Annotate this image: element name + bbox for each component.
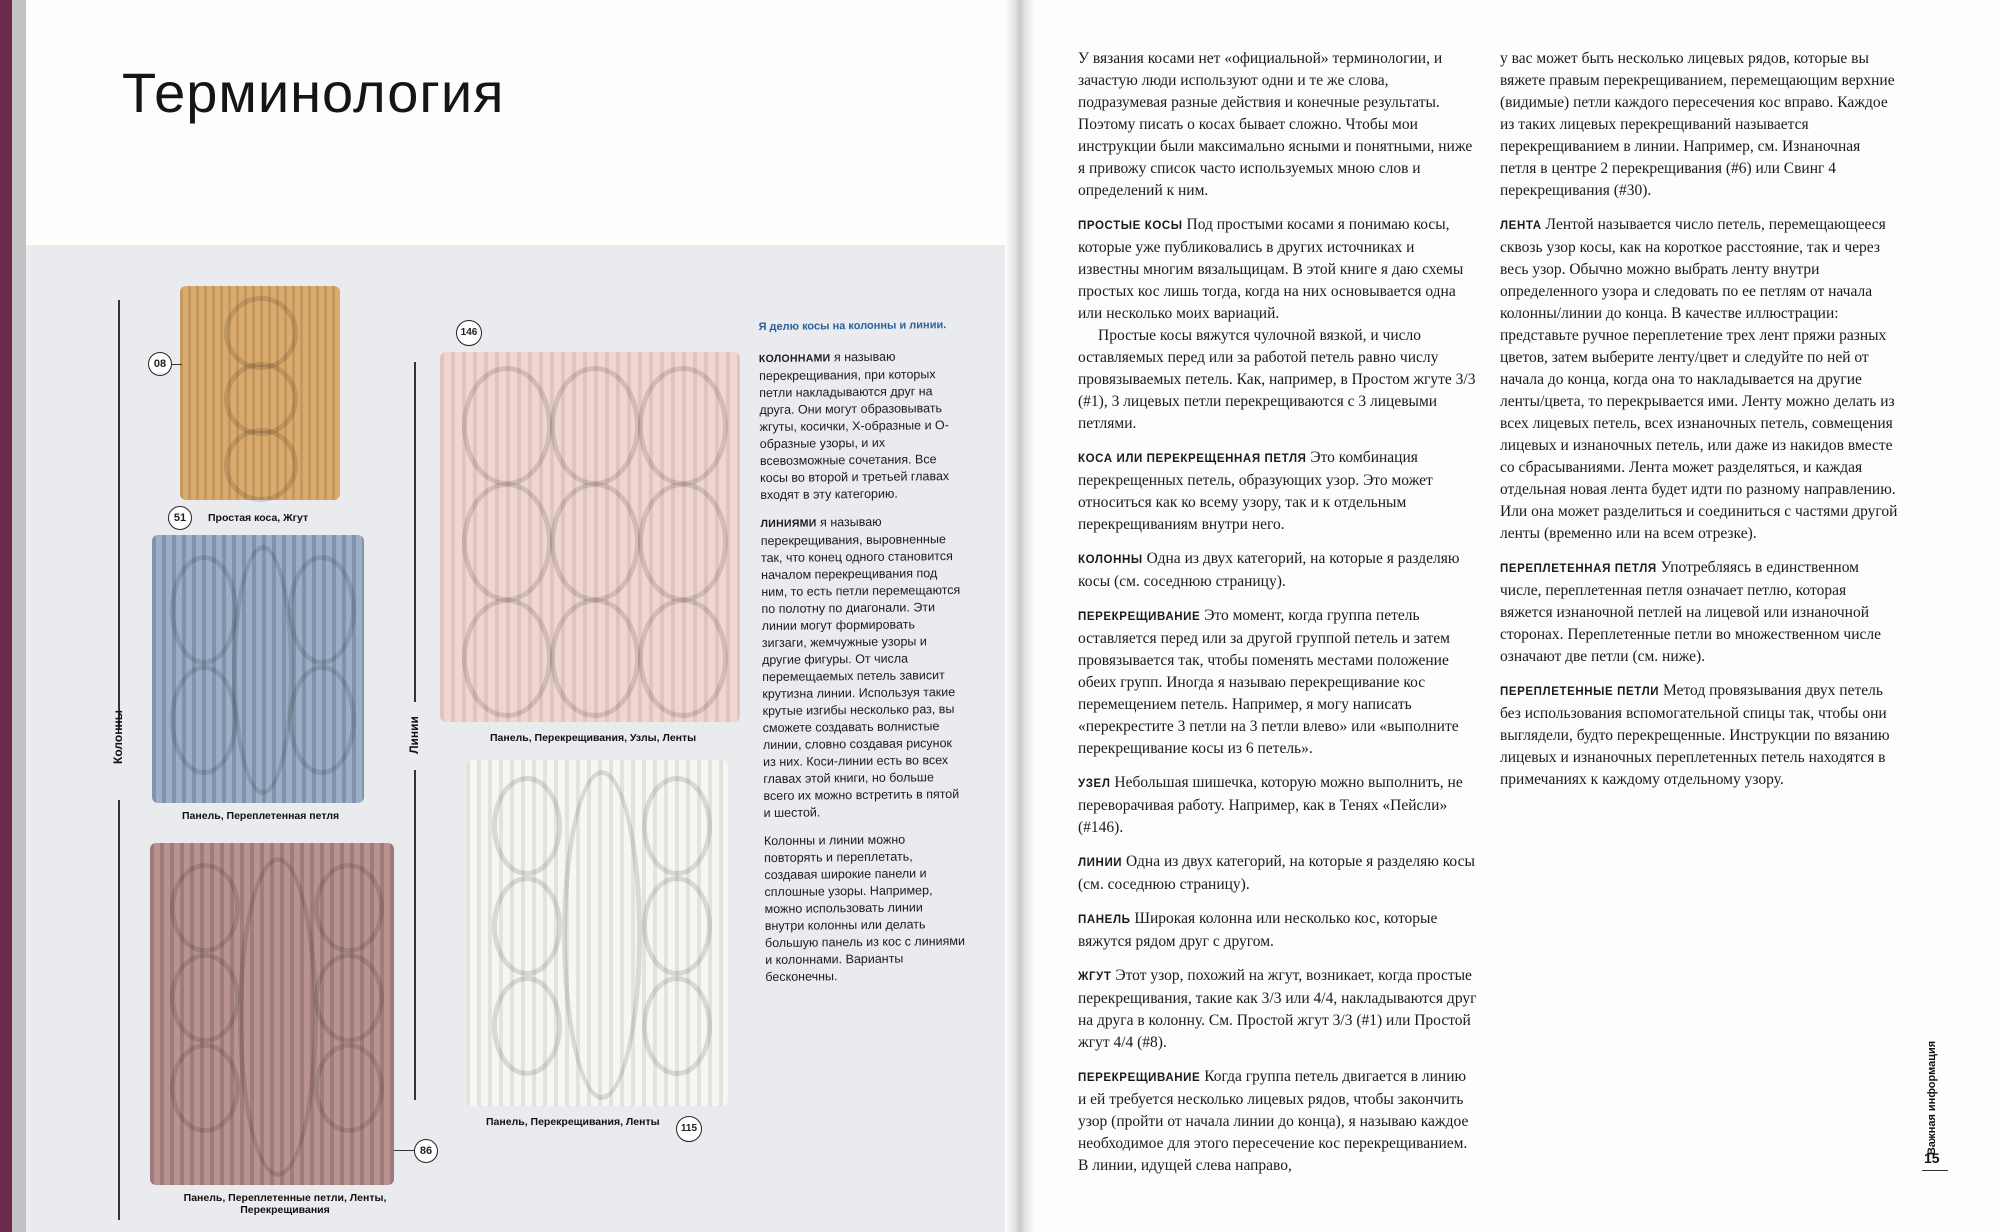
glossary-entry (1078, 851, 1478, 896)
cable-motif (170, 863, 240, 953)
swatch-caption-line1: Панель, Переплетенные петли, Ленты, (183, 1192, 387, 1204)
cable-motif (170, 953, 240, 1043)
cable-motif (288, 555, 356, 665)
term-definition: Это комбинация перекрещенных петель, образующих узор. Это может относиться как ко всему узору, так и к отдельным перекрещиваниям внутри него. (1078, 449, 1433, 533)
glossary-entry-continued: Простые косы вяжутся чулочной вязкой, и число оставляемых перед или за работой петель равно числу провязываемых петель. Как, например, в Простом жгуте 3/3 (#1), 3 лицевых петли перекрещиваются с 3 лицевыми петлями. (1078, 327, 1476, 432)
cable-motif (638, 598, 728, 718)
lines-axis-line-top (414, 362, 416, 702)
cable-motif (562, 770, 642, 1100)
binding-edge-inner (12, 0, 26, 1232)
cable-motif (462, 482, 552, 602)
lines-axis-label: Линии (407, 716, 421, 754)
term-label: КОСА ИЛИ ПЕРЕКРЕЩЕННАЯ ПЕТЛЯ (1078, 453, 1307, 465)
cable-motif (492, 776, 562, 876)
page-number: 15 (1924, 1150, 1940, 1166)
section-name: Важная информация (1926, 1040, 1938, 1156)
term-label: ЛИНИИ (1078, 857, 1123, 869)
cable-motif (638, 482, 728, 602)
term-label: ПЕРЕПЛЕТЕННЫЕ ПЕТЛИ (1500, 686, 1660, 698)
term-label: КОЛОННЫ (1078, 554, 1143, 566)
glossary-entry (1500, 557, 1898, 668)
swatch-caption: Панель, Перекрещивания, Ленты (486, 1116, 660, 1128)
cable-motif (170, 1043, 240, 1133)
columns-axis-line-top (118, 300, 120, 730)
leader-line (394, 1150, 414, 1151)
swatch-caption: Простая коса, Жгут (208, 512, 309, 524)
swatch-caption: Панель, Переплетенная петля (182, 810, 340, 822)
glossary-entry (1078, 1066, 1478, 1177)
binding-edge (0, 0, 12, 1232)
term-label: ЛЕНТА (1500, 220, 1542, 232)
sidebar-intro: Я делю косы на колонны и линии. (758, 319, 947, 334)
term-definition: Лентой называется число петель, перемещающееся сквозь узор косы, как на короткое расстояние, так и через весь узор. Обычно можно выбрать ленту внутри определенного узора и следовать по ее петлям от начала колонны/линии до конца. В качестве иллюстрации: представьте ручное переплетение трех лент пряжи разных цветов, затем выберите ленту/цвет и следуйте по ней от начала до конца, когда она то накладывается на другие ленты/цвета, то перекрывается ими. Ленту можно делать из всех лицевых петель, всех изнаночных петель, совмещения лицевых и изнаночных петель, или даже из накидов вместе со сбрасываниями. Лента может разделяться, и каждая отдельная новая лента будет идти по разному направлению. Или она может разделиться и соединиться с частями другой ленты (временно или на всем отрезке). (1500, 216, 1898, 542)
page-gutter (1005, 0, 1035, 1232)
term-definition: Одна из двух категорий, на которые я разделяю косы (см. соседнюю страницу). (1078, 853, 1475, 893)
leader-line (172, 364, 182, 365)
swatch-caption-line2: Перекрещивания (240, 1204, 330, 1216)
term-label: УЗЕЛ (1078, 778, 1111, 790)
sidebar-columns-paragraph (759, 348, 961, 504)
swatch-caption (170, 1192, 400, 1216)
page-title: Терминология (122, 61, 505, 124)
term-definition: Когда группа петель двигается в линию и ей требуется несколько лицевых рядов, чтобы закончить узор (пройти от начала линии до конца), я называю каждое необходимое для этого пересечение кос перекрещиванием. В линии, идущей слева направо, (1078, 1068, 1469, 1174)
sidebar-summary-paragraph: Колонны и линии можно повторять и переплетать, создавая широкие панели и сплошные узоры. Например, можно использовать линии внутри колонны или делать большую панель из кос с линиями и колоннами. Варианты бесконечны. (763, 832, 965, 985)
cable-motif (642, 776, 712, 876)
swatch-caption: Панель, Перекрещивания, Узлы, Ленты (490, 732, 697, 744)
term-label: ПЕРЕПЛЕТЕННАЯ ПЕТЛЯ (1500, 563, 1657, 575)
cable-motif (170, 665, 238, 775)
columns-axis-label: Колонны (111, 710, 125, 764)
sidebar-lines-paragraph (761, 513, 964, 822)
cable-motif (314, 953, 384, 1043)
cable-motif (462, 366, 552, 486)
glossary-entry (1078, 447, 1478, 536)
glossary-entry (1078, 214, 1478, 325)
cable-motif (550, 482, 640, 602)
term-definition: Этот узор, похожий на жгут, возникает, когда простые перекрещивания, такие как 3/3 или 4/4, накладываются друг на друга в колонну. См. Простой жгут 3/3 (#1) или Простой жгут 4/4 (#8). (1078, 967, 1477, 1051)
columns-lines-sidebar (758, 317, 965, 997)
term-definition: Широкая колонна или несколько кос, которые вяжутся рядом друг с другом. (1078, 910, 1438, 950)
cable-motif (642, 876, 712, 976)
term-definition: Небольшая шишечка, которую можно выполнить, не переворачивая работу. Например, как в Тенях «Пейсли» (#146). (1078, 774, 1463, 836)
term-label: ЛИНИЯМИ (760, 517, 817, 531)
term-label: ПЕРЕКРЕЩИВАНИЕ (1078, 611, 1201, 623)
footer-rule (1922, 1170, 1948, 1171)
term-label: ЖГУТ (1078, 971, 1112, 983)
cable-motif (550, 598, 640, 718)
cable-motif (314, 1043, 384, 1133)
term-definition: я называю перекрещивания, при которых петли накладываются друг на друга. Они могут образовывать жгуты, косички, X-образные и O-образные узоры, и их всевозможные сочетания. Все косы во второй и третьей главах входят в эту категорию. (758, 349, 950, 503)
cable-motif (492, 976, 562, 1076)
cable-motif (288, 665, 356, 775)
term-definition: Это момент, когда группа петель оставляется перед или за другой группой петель и затем провязывается так, чтобы поменять местами положение обеих групп. Иногда я называю перекрещивание кос перемещением петель. Например, я могу написать «перекрестите 3 петли на 3 петли влево» или «выполните перекрещивание косы из 6 петель». (1078, 607, 1459, 757)
cable-motif (462, 598, 552, 718)
glossary-entry (1078, 548, 1478, 593)
cable-motif (224, 362, 298, 436)
term-definition: Под простыми косами я понимаю косы, которые уже публиковались в других источниках и известны многим вязальщицам. В этой книге я даю схемы простых кос лишь тогда, когда на них основывается одна или несколько моих вариаций. (1078, 216, 1464, 322)
term-definition: я называю перекрещивания, выровненные так, что конец одного становится началом перекрещивания под ним, то есть петли перемещаются по полотну по диагонали. Эти линии могут формировать зигзаги, жемчужные узоры и другие фигуры. От числа перемещаемых петель зависит крутизна линии. Используя такие крутые изгибы несколько раз, вы сможете создавать волнистые линии, словно создавая рисунок из них. Коси-линии есть во всех главах этой книги, но больше всего их можно встретить в пятой и шестой. (760, 514, 961, 821)
glossary-intro: У вязания косами нет «официальной» терминологии, и зачастую люди используют одни и те же слова, подразумевая разные действия и конечные результаты. Поэтому писать о косах бывает сложно. Чтобы мои инструкции были максимально ясными и понятными, ниже я привожу список часто используемых мною слов и определений к ним. (1078, 50, 1473, 199)
glossary-entry (1078, 605, 1478, 760)
glossary-entry-continued: у вас может быть несколько лицевых рядов, которые вы вяжете правым перекрещиванием, перемещающим верхние (видимые) петли каждого пересечения кос вправо. Каждое из таких лицевых перекрещиваний называется перекрещиванием в линии. Например, см. Изнаночная петля в центре 2 перекрещивания (#6) или Свинг 4 перекрещивания (#30). (1500, 50, 1895, 199)
cable-motif (492, 876, 562, 976)
cable-motif (638, 366, 728, 486)
glossary-entry (1500, 214, 1898, 545)
swatch-number-badge: 51 (168, 506, 192, 530)
cable-motif (224, 428, 298, 502)
glossary-column-right (1500, 48, 1898, 803)
running-section-label (1922, 1042, 1942, 1162)
swatch-blue-twisted (152, 535, 364, 803)
cable-motif (232, 545, 294, 795)
term-label: ПРОСТЫЕ КОСЫ (1078, 220, 1183, 232)
cable-motif (314, 863, 384, 953)
term-definition: Употребляясь в единственном числе, переплетенная петля означает петлю, которая вяжется изнаночной петлей на лицевой или изнаночной сторонах. Переплетенные петли во множественном числе означают две петли (см. ниже). (1500, 559, 1882, 665)
swatch-pink-knots (440, 352, 740, 722)
term-label: ПАНЕЛЬ (1078, 914, 1131, 926)
term-label: КОЛОННАМИ (758, 352, 831, 366)
glossary-entry (1078, 965, 1478, 1054)
glossary-entry (1078, 908, 1478, 953)
columns-axis-line-bottom (118, 800, 120, 1220)
cable-motif (550, 366, 640, 486)
glossary-entry (1500, 680, 1898, 791)
glossary-column-left (1078, 48, 1478, 1189)
cable-motif (224, 296, 298, 370)
swatch-mauve-panel (150, 843, 394, 1185)
cable-motif (238, 857, 318, 1177)
swatch-number-badge: 146 (456, 320, 482, 346)
cable-motif (642, 976, 712, 1076)
swatch-number-badge: 08 (148, 352, 172, 376)
swatch-tan-rope (180, 286, 340, 500)
term-label: ПЕРЕКРЕЩИВАНИЕ (1078, 1072, 1201, 1084)
cable-motif (170, 555, 238, 665)
swatch-white-ribbons (466, 760, 728, 1106)
glossary-entry (1078, 772, 1478, 839)
term-definition: Одна из двух категорий, на которые я разделяю косы (см. соседнюю страницу). (1078, 550, 1460, 590)
swatch-number-badge: 115 (676, 1116, 702, 1142)
lines-axis-line-bottom (414, 770, 416, 1100)
swatch-number-badge: 86 (414, 1139, 438, 1163)
term-definition: Метод провязывания двух петель без использования вспомогательной спицы так, чтобы они выглядели, будто перекрещенные. Инструкции по вязанию лицевых и изнаночных переплетенных петель находятся в примечаниях к каждому отдельному узору. (1500, 682, 1890, 788)
